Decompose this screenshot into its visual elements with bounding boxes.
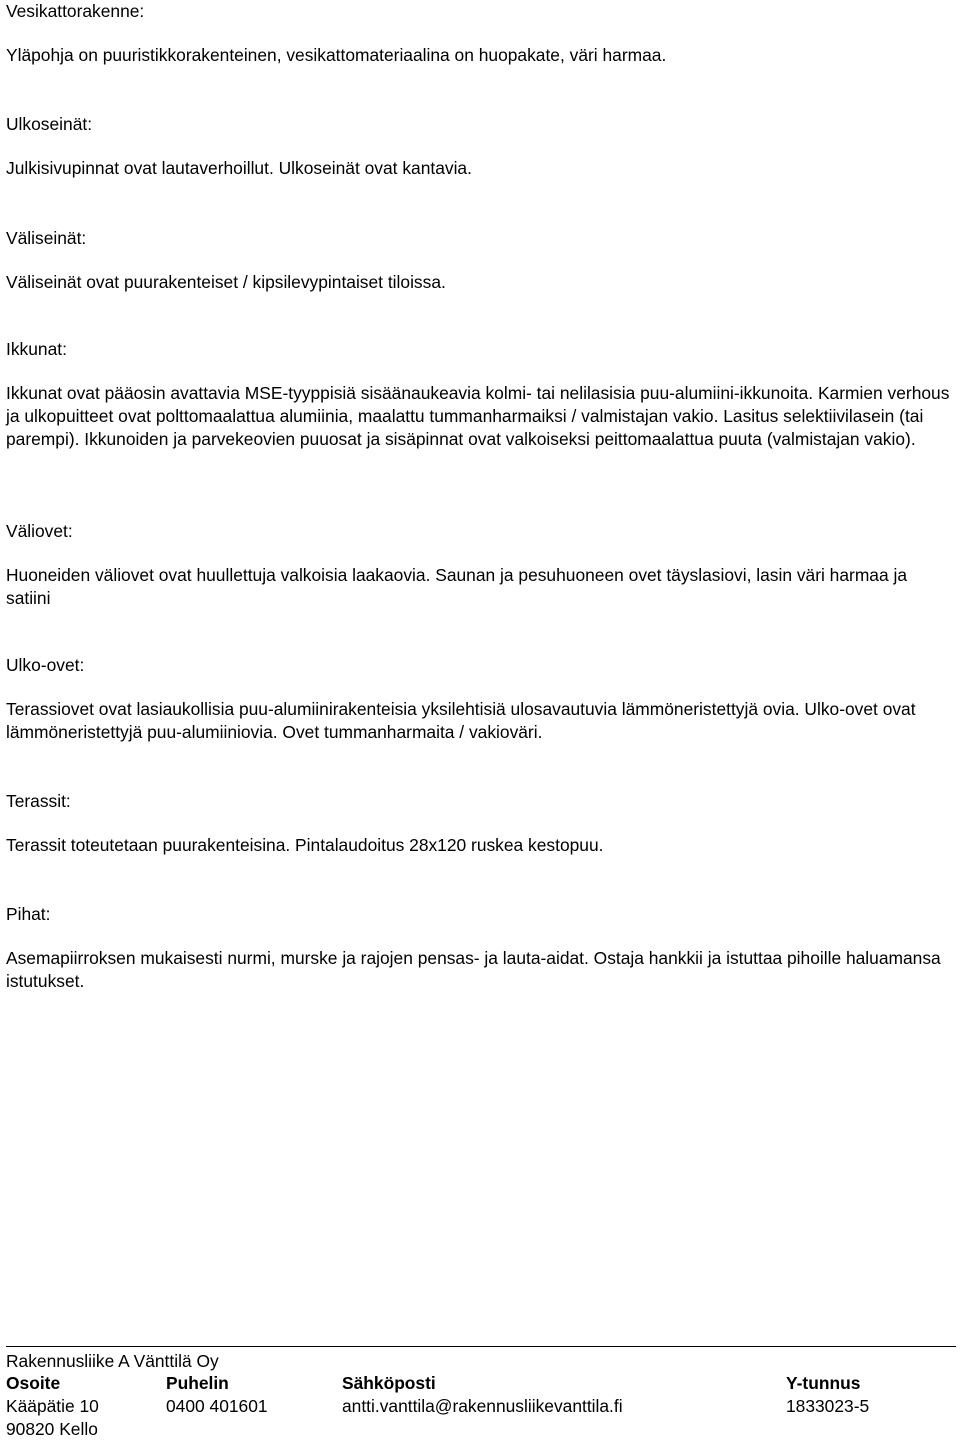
section-heading: Vesikattorakenne: xyxy=(6,1,145,21)
phone-header: Puhelin xyxy=(166,1373,229,1393)
section-heading: Ulkoseinät: xyxy=(6,114,93,134)
phone-number: 0400 401601 xyxy=(166,1396,268,1416)
section-interior-doors xyxy=(6,520,956,608)
section-windows xyxy=(6,338,956,449)
section-text: Julkisivupinnat ovat lautaverhoillut. Ulkoseinät ovat kantavia. xyxy=(6,158,472,178)
business-id-header: Y-tunnus xyxy=(786,1373,861,1393)
company-footer xyxy=(6,1346,956,1439)
street-address: Kääpätie 10 xyxy=(6,1396,99,1416)
section-text: Huoneiden väliovet ovat huullettuja valkoisia laakaovia. Saunan ja pesuhuoneen ovet täyslasiovi, lasin väri harmaa ja satiini xyxy=(6,565,908,608)
section-heading: Pihat: xyxy=(6,904,51,924)
section-text: Asemapiirroksen mukaisesti nurmi, murske ja rajojen pensas- ja lauta-aidat. Ostaja hankkii ja istuttaa pihoille haluamansa istutukset. xyxy=(6,948,941,991)
company-name: Rakennusliike A Vänttilä Oy xyxy=(6,1351,219,1371)
section-text: Väliseinät ovat puurakenteiset / kipsilevypintaiset tiloissa. xyxy=(6,272,446,292)
postal-address: 90820 Kello xyxy=(6,1419,98,1439)
address-header: Osoite xyxy=(6,1373,61,1393)
section-yards xyxy=(6,903,956,991)
section-heading: Terassit: xyxy=(6,791,71,811)
section-exterior-walls xyxy=(6,113,956,178)
section-text: Terassit toteutetaan puurakenteisina. Pintalaudoitus 28x120 ruskea kestopuu. xyxy=(6,835,604,855)
section-heading: Väliseinät: xyxy=(6,228,87,248)
section-heading: Ulko-ovet: xyxy=(6,655,85,675)
section-heading: Väliovet: xyxy=(6,521,73,541)
section-text: Terassiovet ovat lasiaukollisia puu-alumiinirakenteisia yksilehtisiä ulosavautuvia lämmöneristettyjä ovia. Ulko-ovet ovat lämmöneristettyjä puu-alumiiniovia. Ovet tummanharmaita / vakioväri. xyxy=(6,699,916,742)
section-partition-walls xyxy=(6,227,956,292)
business-id: 1833023-5 xyxy=(786,1396,870,1416)
email-header: Sähköposti xyxy=(342,1373,436,1393)
section-terraces xyxy=(6,790,956,855)
section-exterior-doors xyxy=(6,654,956,742)
section-text: Yläpohja on puuristikkorakenteinen, vesikattomateriaalina on huopakate, väri harmaa. xyxy=(6,45,667,65)
section-roof xyxy=(6,0,956,65)
email-address: antti.vanttila@rakennusliikevanttila.fi xyxy=(342,1396,623,1416)
section-text: Ikkunat ovat pääosin avattavia MSE-tyyppisiä sisäänaukeavia kolmi- tai nelilasisia puu-alumiini-ikkunoita. Karmien verhous ja ulkopuitteet ovat polttomaalattua alumiinia, maalattu tummanharmaiksi / valmistajan vakio. Lasitus selektiivilasein (tai parempi). Ikkunoiden ja parvekeovien puuosat ja sisäpinnat ovat valkoiseksi peittomaalattua puuta (valmistajan vakio). xyxy=(6,383,950,449)
section-heading: Ikkunat: xyxy=(6,339,67,359)
